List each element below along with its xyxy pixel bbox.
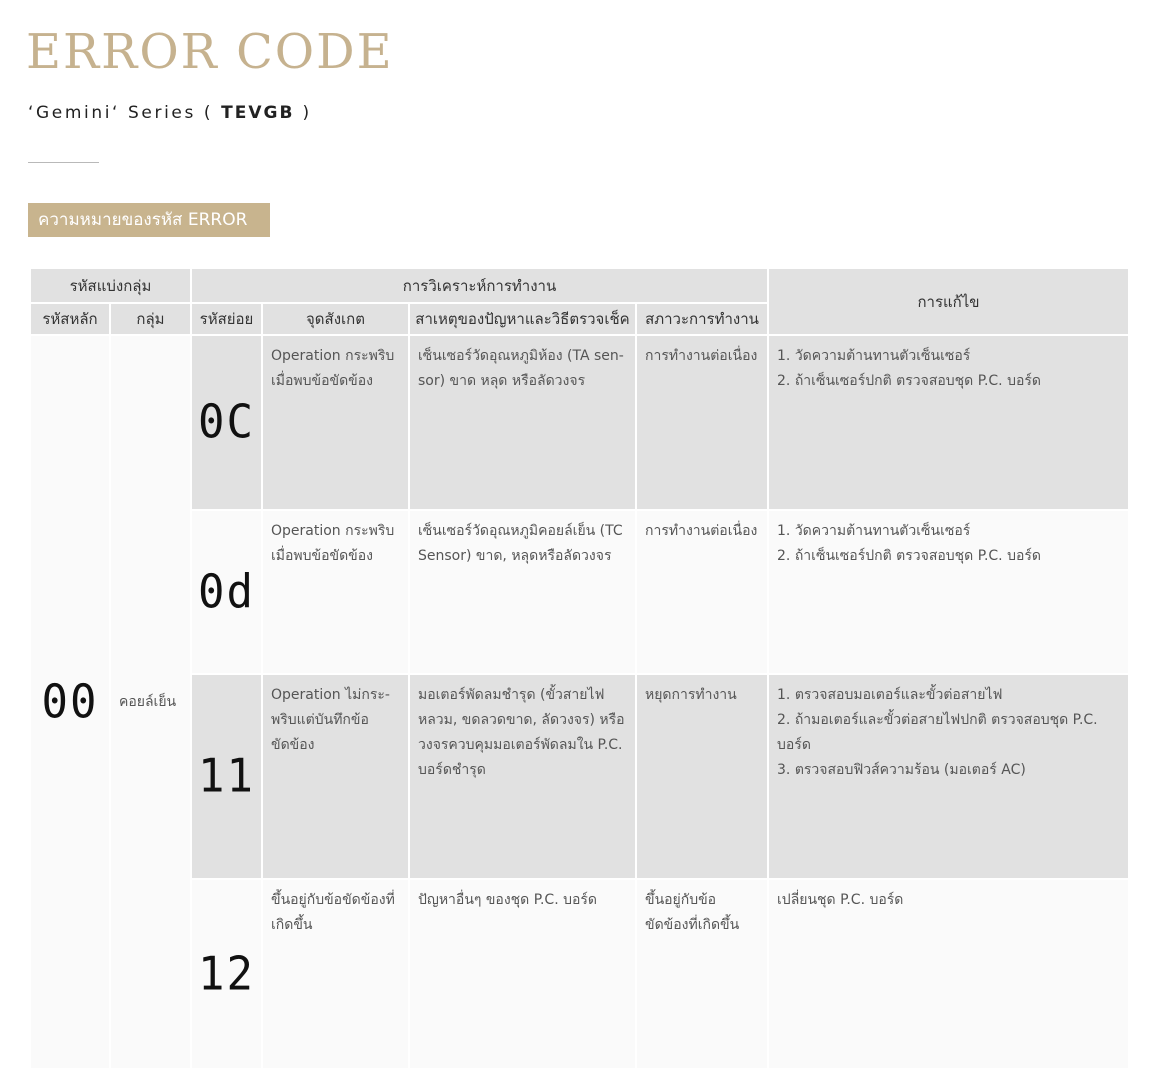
sub-code-display: 11	[198, 749, 255, 804]
group-header: กลุ่ม	[110, 303, 191, 335]
error-code-table	[29, 267, 1130, 1070]
cause-header: สาเหตุของปัญหาและวิธีตรวจเช็ค	[409, 303, 636, 335]
observation-cell: Operation กระพริบ เมื่อพบข้อขัดข้อง	[262, 510, 409, 674]
series-subtitle	[28, 101, 312, 125]
page-title: ERROR CODE	[26, 24, 394, 80]
subtitle-prefix: ‘Gemini‘ Series (	[28, 103, 222, 123]
observation-cell: Operation ไม่กระ-พริบแต่บันทึกข้อขัดข้อง	[262, 674, 409, 879]
table-row	[30, 510, 1129, 674]
fix-cell	[768, 879, 1129, 1069]
subtitle-suffix: )	[294, 103, 312, 123]
table-row	[30, 879, 1129, 1069]
sub-code-header: รหัสย่อย	[191, 303, 262, 335]
sub-code-cell	[191, 674, 262, 879]
table-row	[30, 674, 1129, 879]
table-row	[30, 335, 1129, 510]
title-divider	[28, 162, 99, 163]
section-heading: ความหมายของรหัส ERROR	[28, 203, 270, 237]
sub-code-cell	[191, 335, 262, 510]
fix-step: 2. ถ้ามอเตอร์และขั้วต่อสายไฟปกติ ตรวจสอบชุด P.C. บอร์ด	[777, 712, 1098, 753]
analysis-header: การวิเคราะห์การทำงาน	[191, 268, 768, 303]
fix-step: 2. ถ้าเซ็นเซอร์ปกติ ตรวจสอบชุด P.C. บอร์ด	[777, 548, 1041, 564]
state-cell: การทำงานต่อเนื่อง	[636, 335, 768, 510]
fix-step: เปลี่ยนชุด P.C. บอร์ด	[777, 892, 904, 908]
state-cell: หยุดการทำงาน	[636, 674, 768, 879]
main-code-header: รหัสหลัก	[30, 303, 110, 335]
cause-cell: มอเตอร์พัดลมชำรุด (ขั้วสายไฟหลวม, ขดลวดขาด, ลัดวงจร) หรือวงจรควบคุมมอเตอร์พัดลมใน P.C. บอร์ดชำรุด	[409, 674, 636, 879]
observation-cell: ขึ้นอยู่กับข้อขัดข้องที่เกิดขึ้น	[262, 879, 409, 1069]
fix-step: 2. ถ้าเซ็นเซอร์ปกติ ตรวจสอบชุด P.C. บอร์ด	[777, 373, 1041, 389]
cause-cell: เซ็นเซอร์วัดอุณหภูมิห้อง (TA sen-sor) ขาด หลุด หรือลัดวงจร	[409, 335, 636, 510]
main-code-display: 00	[41, 675, 99, 729]
observation-cell: Operation กระพริบ เมื่อพบข้อขัดข้อง	[262, 335, 409, 510]
fix-cell	[768, 510, 1129, 674]
group-cell: คอยล์เย็น	[110, 335, 191, 1069]
state-header: สภาวะการทำงาน	[636, 303, 768, 335]
fix-step: 1. วัดความต้านทานตัวเซ็นเซอร์	[777, 523, 971, 539]
fix-step: 1. วัดความต้านทานตัวเซ็นเซอร์	[777, 348, 971, 364]
sub-code-cell	[191, 879, 262, 1069]
model-code: TEVGB	[221, 103, 295, 123]
fix-cell	[768, 335, 1129, 510]
sub-code-display: 0d	[198, 565, 255, 619]
sub-code-display: 0C	[198, 395, 255, 450]
cause-cell: ปัญหาอื่นๆ ของชุด P.C. บอร์ด	[409, 879, 636, 1069]
fix-cell	[768, 674, 1129, 879]
observation-header: จุดสังเกต	[262, 303, 409, 335]
fix-step: 1. ตรวจสอบมอเตอร์และขั้วต่อสายไฟ	[777, 687, 1003, 703]
state-cell: ขึ้นอยู่กับข้อขัดข้องที่เกิดขึ้น	[636, 879, 768, 1069]
fix-header: การแก้ไข	[768, 268, 1129, 335]
main-code-cell	[30, 335, 110, 1069]
fix-step: 3. ตรวจสอบฟิวส์ความร้อน (มอเตอร์ AC)	[777, 762, 1026, 778]
sub-code-cell	[191, 510, 262, 674]
group-code-header: รหัสแบ่งกลุ่ม	[30, 268, 191, 303]
sub-code-display: 12	[198, 947, 255, 1001]
state-cell: การทำงานต่อเนื่อง	[636, 510, 768, 674]
cause-cell: เซ็นเซอร์วัดอุณหภูมิคอยล์เย็น (TC Sensor) ขาด, หลุดหรือลัดวงจร	[409, 510, 636, 674]
